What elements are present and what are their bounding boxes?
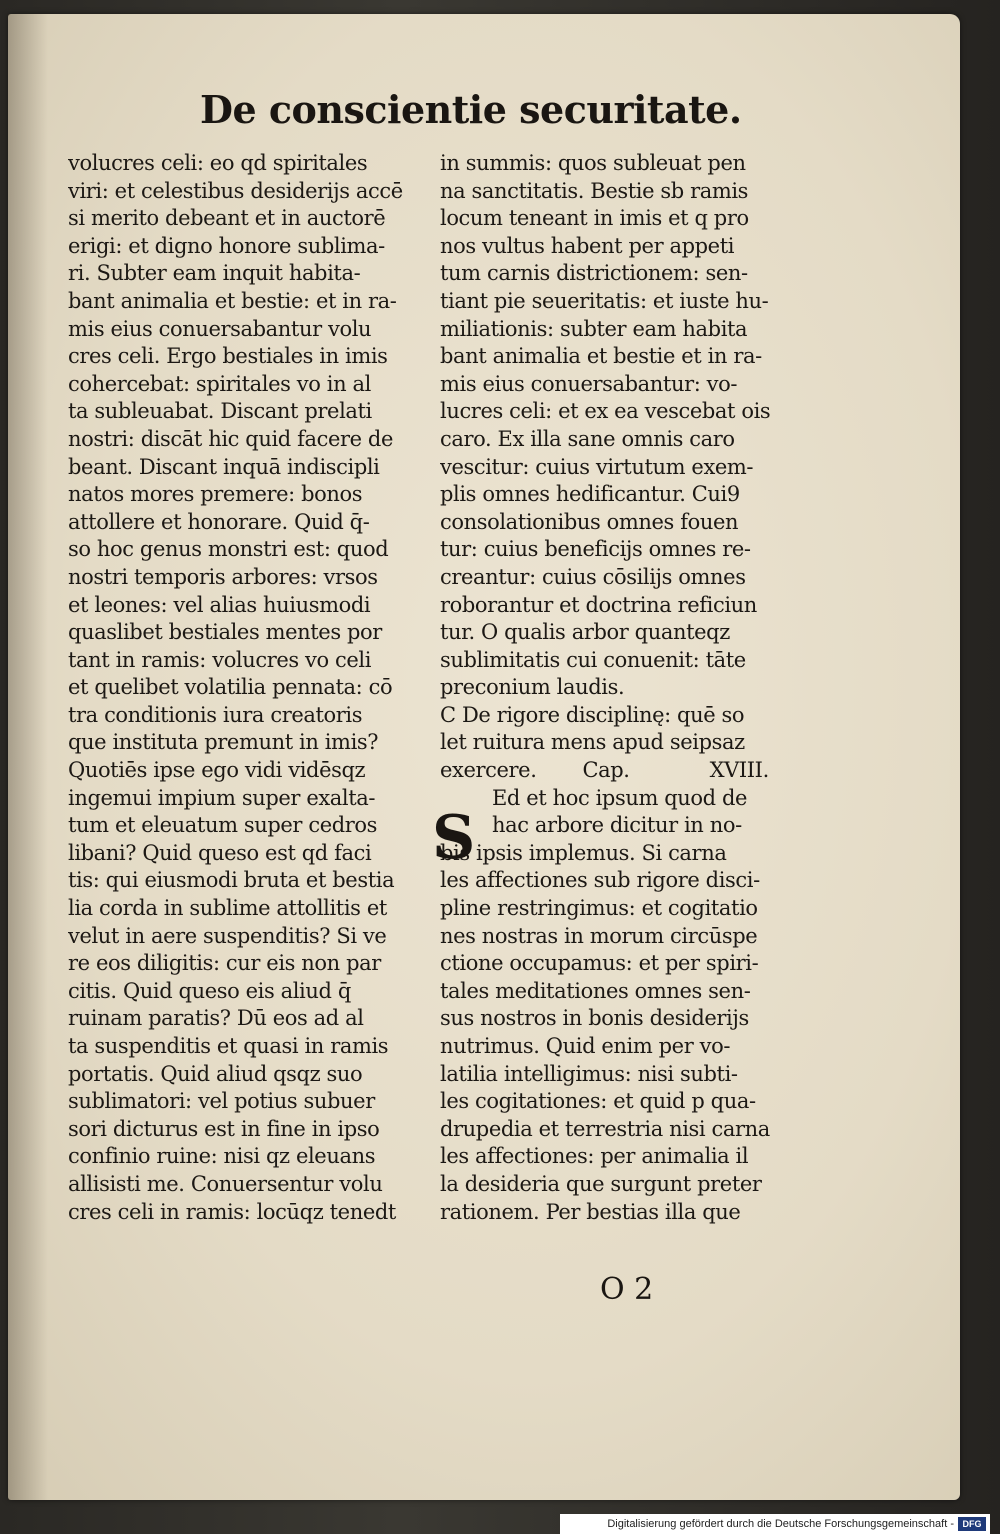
text-line: nutrimus. Quid enim per vo- xyxy=(440,1034,731,1058)
text-line: cres celi in ramis: locūqz tenedt xyxy=(68,1199,396,1224)
text-line: libani? Quid queso est qd faci xyxy=(68,840,372,865)
footer-credit-text: Digitalisierung gefördert durch die Deutsche Forschungsgemeinschaft - xyxy=(607,1518,954,1530)
chapter-heading xyxy=(440,757,786,785)
text-line: ta suspenditis et quasi in ramis xyxy=(68,1034,389,1058)
text-line: in summis: quos subleuat pen xyxy=(440,151,746,175)
text-line: ta subleuabat. Discant prelati xyxy=(68,399,372,424)
text-line: allisisti me. Conuersentur volu xyxy=(68,1171,383,1196)
text-line: que instituta premunt in imis? xyxy=(68,730,379,755)
text-line: nostri: discāt hic quid facere de xyxy=(68,426,393,451)
text-line: bant animalia et bestie et in ra- xyxy=(440,344,762,369)
text-line: ctione occupamus: et per spiri- xyxy=(440,951,759,976)
chapter-label: Cap. xyxy=(582,758,630,783)
text-line: consolationibus omnes fouen xyxy=(440,509,739,534)
text-line: velut in aere suspenditis? Si ve xyxy=(68,923,387,948)
text-line: les cogitationes: et quid p qua- xyxy=(440,1089,756,1114)
text-line: confinio ruine: nisi qz eleuans xyxy=(68,1144,376,1169)
text-line: so hoc genus monstri est: quod xyxy=(68,537,389,562)
text-line: nostri temporis arbores: vrsos xyxy=(68,564,378,589)
text-line: beant. Discant inquā indiscipli xyxy=(68,454,380,479)
text-line: tra conditionis iura creatoris xyxy=(68,702,363,727)
text-line: ruinam paratis? Dū eos ad al xyxy=(68,1006,364,1031)
text-line: tant in ramis: volucres vo celi xyxy=(68,647,372,672)
text-line: hac arbore dicitur in no- xyxy=(492,813,742,838)
text-line: ingemui impium super exalta- xyxy=(68,785,376,810)
text-line: sublimitatis cui conuenit: tāte xyxy=(440,647,746,672)
text-line: cohercebat: spiritales vo in al xyxy=(68,371,371,396)
text-line: et quelibet volatilia pennata: cō xyxy=(68,675,393,700)
text-line: quaslibet bestiales mentes por xyxy=(68,620,382,645)
text-line: Quotiēs ipse ego vidi vidēsqz xyxy=(68,758,366,783)
text-line: vescitur: cuius virtutum exem- xyxy=(440,454,754,479)
text-line: tum et eleuatum super cedros xyxy=(68,813,378,838)
text-line: latilia intelligimus: nisi subti- xyxy=(440,1061,738,1086)
text-line: si merito debeant et in auctorē xyxy=(68,206,386,231)
text-line: mis eius conuersabantur: vo- xyxy=(440,371,738,396)
text-line: let ruitura mens apud seipsaz xyxy=(440,730,745,755)
text-line: la desideria que surgunt preter xyxy=(440,1171,762,1196)
text-line: lia corda in sublime attollitis et xyxy=(68,896,387,921)
chapter-number: XVIII. xyxy=(709,758,769,783)
text-line: tur. O qualis arbor quanteqz xyxy=(440,620,730,645)
text-line: preconium laudis. xyxy=(440,675,625,700)
text-line: nes nostras in morum circūspe xyxy=(440,923,758,948)
text-line: viri: et celestibus desiderijs accē xyxy=(68,178,403,203)
right-column-body xyxy=(440,150,786,757)
text-line: roborantur et doctrina reficiun xyxy=(440,592,757,617)
text-line: natos mores premere: bonos xyxy=(68,482,363,507)
text-line: nos vultus habent per appeti xyxy=(440,233,735,258)
text-line: et leones: vel alias huiusmodi xyxy=(68,592,371,617)
text-line: tum carnis districtionem: sen- xyxy=(440,261,748,286)
text-line: creantur: cuius cōsilijs omnes xyxy=(440,564,746,589)
text-line: rationem. Per bestias illa que xyxy=(440,1199,741,1224)
text-line: sus nostros in bonis desiderijs xyxy=(440,1006,749,1031)
page-gutter-shadow xyxy=(8,14,48,1500)
text-line: sublimatori: vel potius subuer xyxy=(68,1089,375,1114)
left-text-column xyxy=(68,150,420,1226)
running-title: De conscientie securitate. xyxy=(200,87,742,132)
text-line: attollere et honorare. Quid q̄- xyxy=(68,509,370,534)
text-line: cres celi. Ergo bestiales in imis xyxy=(68,344,388,369)
text-line: plis omnes hedificantur. Cui9 xyxy=(440,482,740,507)
dfg-logo: DFG xyxy=(958,1517,986,1531)
text-line: bant animalia et bestie: et in ra- xyxy=(68,288,397,313)
text-line: miliationis: subter eam habita xyxy=(440,316,748,341)
text-line: portatis. Quid aliud qsqz suo xyxy=(68,1061,363,1086)
text-line: C De rigore disciplinę: quē so xyxy=(440,702,745,727)
text-line: drupedia et terrestria nisi carna xyxy=(440,1116,770,1141)
text-line: locum teneant in imis et q pro xyxy=(440,206,749,231)
text-line: Ed et hoc ipsum quod de xyxy=(492,785,748,810)
text-line: ri. Subter eam inquit habita- xyxy=(68,261,361,286)
text-line: re eos diligitis: cur eis non par xyxy=(68,951,381,976)
text-line: tiant pie seueritatis: et iuste hu- xyxy=(440,288,769,313)
text-line: pline restringimus: et cogitatio xyxy=(440,896,758,921)
chapter-drop-initial: S xyxy=(432,803,476,873)
text-line: na sanctitatis. Bestie sb ramis xyxy=(440,178,749,203)
text-line: tis: qui eiusmodi bruta et bestia xyxy=(68,868,395,893)
text-line: tur: cuius beneficijs omnes re- xyxy=(440,537,751,562)
text-line: volucres celi: eo qd spiritales xyxy=(68,151,368,175)
right-text-column xyxy=(440,150,786,1226)
digitization-footer xyxy=(560,1514,990,1534)
text-line: mis eius conuersabantur volu xyxy=(68,316,372,341)
text-line: bis ipsis implemus. Si carna xyxy=(440,840,727,865)
signature-mark: O 2 xyxy=(600,1272,654,1307)
text-line: caro. Ex illa sane omnis caro xyxy=(440,426,735,451)
chapter-heading-prefix: exercere. xyxy=(440,758,537,783)
text-line: citis. Quid queso eis aliud q̄ xyxy=(68,978,351,1003)
text-line: sori dicturus est in fine in ipso xyxy=(68,1116,380,1141)
text-line: lucres celi: et ex ea vescebat ois xyxy=(440,399,771,424)
text-line: tales meditationes omnes sen- xyxy=(440,978,751,1003)
text-line: erigi: et digno honore sublima- xyxy=(68,233,385,258)
text-line: les affectiones: per animalia il xyxy=(440,1144,749,1169)
text-line: les affectiones sub rigore disci- xyxy=(440,868,760,893)
chapter-body xyxy=(440,785,786,1227)
